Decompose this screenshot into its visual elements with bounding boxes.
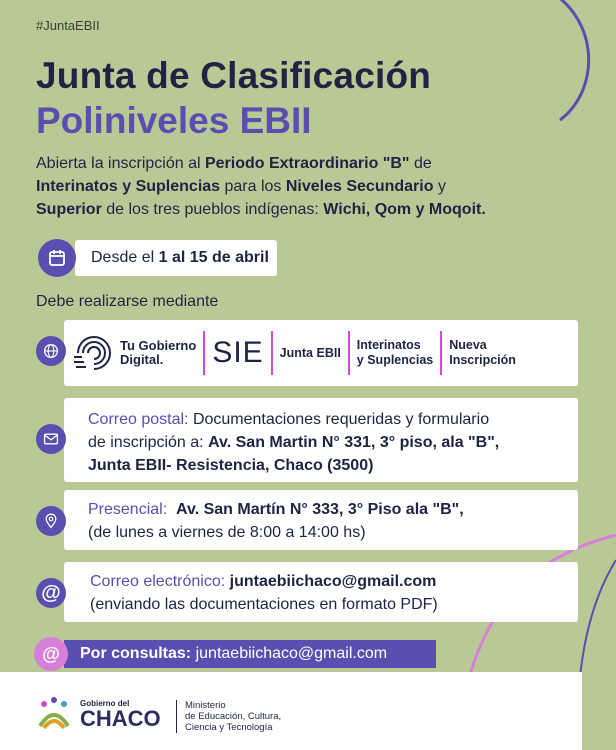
email-address[interactable]: juntaebiichaco@gmail.com [229, 573, 437, 590]
consultas-bar [64, 640, 436, 668]
presencial-label: Presencial: [88, 501, 168, 518]
consultas-label: Por consultas: [80, 645, 192, 662]
intro-text [36, 152, 596, 221]
chaco-logo [34, 694, 161, 734]
date-prefix: Desde el [91, 249, 155, 266]
postal-card [64, 398, 578, 482]
presencial-address: Av. San Martín N° 333, 3° Piso ala "B", [176, 501, 464, 518]
intro-bold: Wichi, Qom y Moqoit. [323, 201, 486, 218]
email-label: Correo electrónico: [90, 573, 226, 590]
interinatos-line-2: y Suplencias [356, 353, 434, 367]
presencial-card [64, 490, 578, 550]
separator [203, 331, 205, 375]
intro-part: para los [220, 178, 286, 195]
hashtag: #JuntaEBII [36, 18, 100, 33]
tgd-fingerprint-icon [72, 331, 116, 375]
postal-address-1: Av. San Martin N° 331, 3° piso, ala "B", [208, 434, 500, 451]
intro-bold: Niveles Secundario [285, 178, 434, 195]
nueva-line-2: Inscripción [449, 353, 516, 367]
ministry-line-3: Ciencia y Tecnología [185, 722, 273, 733]
email-note: (enviando las documentaciones en formato PDF) [90, 596, 438, 613]
intro-bold: Interinatos y Suplencias [36, 178, 221, 195]
ministry-line-2: de Educación, Cultura, [185, 711, 282, 722]
separator [271, 331, 273, 375]
mail-icon [36, 424, 66, 454]
nueva-inscripcion-label [449, 338, 516, 368]
presencial-hours: (de lunes a viernes de 8:00 a 14:00 hs) [88, 524, 366, 541]
title-line-2: Poliniveles EBII [36, 100, 312, 141]
postal-text-1: Documentaciones requeridas y formulario [188, 411, 490, 428]
calendar-icon [38, 239, 76, 277]
globe-icon [36, 336, 66, 366]
chaco-text [80, 699, 161, 730]
consultas-email[interactable]: juntaebiichaco@gmail.com [195, 645, 388, 662]
at-icon: @ [36, 578, 66, 608]
nueva-line-1: Nueva [449, 338, 487, 352]
postal-address-2: Junta EBII- Resistencia, Chaco (3500) [88, 457, 374, 474]
intro-bold: Superior [36, 201, 102, 218]
sie-label: SIE [212, 336, 264, 369]
ministry-line-1: Ministerio [185, 700, 226, 711]
date-box [75, 240, 277, 276]
tgd-line-1: Tu Gobierno [120, 338, 197, 353]
tgd-label [120, 339, 196, 367]
email-card [64, 562, 578, 622]
intro-part: Abierta la inscripción al [36, 155, 205, 172]
postal-label: Correo postal: [88, 411, 189, 428]
postal-text-2: de inscripción a: [88, 434, 209, 451]
chaco-name: CHACO [80, 705, 161, 731]
interinatos-line-1: Interinatos [356, 338, 421, 352]
intro-bold: Periodo Extraordinario "B" [204, 155, 410, 172]
intro-part: de los tres pueblos indígenas: [101, 201, 324, 218]
location-icon [36, 506, 66, 536]
interinatos-label [357, 338, 433, 368]
separator [440, 331, 442, 375]
junta-label: Junta EBII [279, 345, 341, 360]
systems-card [64, 320, 578, 386]
at-pink-icon: @ [34, 637, 68, 671]
tgd-logo [64, 331, 196, 375]
separator [348, 331, 350, 375]
tgd-line-2: Digital. [120, 352, 164, 367]
gov-label: Gobierno del [80, 698, 130, 708]
date-range: 1 al 15 de abril [158, 249, 269, 266]
must-label: Debe realizarse mediante [36, 293, 219, 310]
intro-part: y [433, 178, 446, 195]
title-line-1: Junta de Clasificación [36, 55, 432, 96]
ministry-label [176, 700, 281, 733]
chaco-emblem-icon [34, 694, 74, 734]
intro-part: de [409, 155, 432, 172]
